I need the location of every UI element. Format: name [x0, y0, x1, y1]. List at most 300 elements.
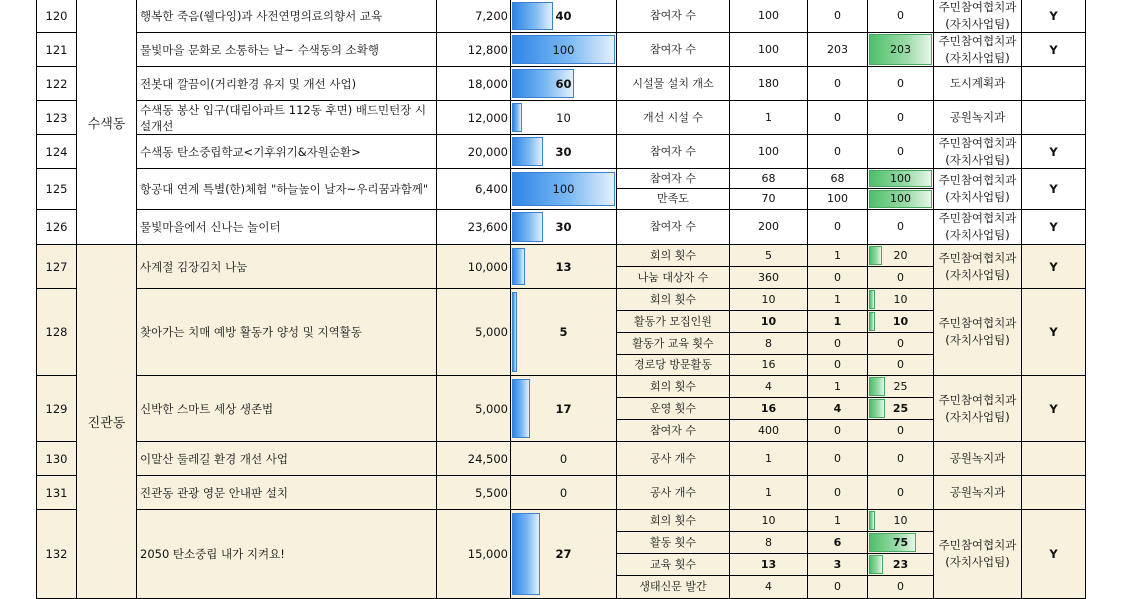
department-text: 도시계획과: [949, 76, 1006, 90]
metric-rate-text: 0: [897, 76, 904, 90]
metric-rate-text: 10: [893, 513, 908, 527]
metric-rate: [868, 67, 934, 101]
progress-value: 100: [552, 42, 575, 57]
metric-actual-text: 0: [834, 485, 841, 499]
metric-label-text: 공사 개수: [649, 451, 696, 465]
metric-target: [730, 376, 808, 398]
row-number-text: 129: [45, 401, 68, 416]
metric-rate: [868, 135, 934, 169]
budget: [437, 442, 511, 476]
metric-rate-text: 75: [892, 535, 909, 549]
metric-label: [617, 67, 730, 101]
row-number: [37, 101, 77, 135]
budget-text: 18,000: [467, 76, 508, 91]
metric-rate-text: 100: [890, 171, 911, 185]
budget: [437, 476, 511, 510]
metric-rate: [868, 420, 934, 442]
metric-actual-text: 0: [834, 358, 841, 371]
project-name-text: 물빛마을에서 신나는 놀이터: [140, 220, 281, 234]
metric-rate-text: 0: [897, 580, 904, 593]
metric-label-text: 생태신문 발간: [639, 580, 707, 593]
progress-value: 27: [555, 547, 572, 561]
row-number: [37, 67, 77, 101]
project-name-text: 찾아가는 치매 예방 활동가 양성 및 지역활동: [140, 325, 362, 339]
metric-target-text: 100: [758, 9, 779, 22]
row-number-text: 126: [45, 220, 68, 234]
metric-target-text: 10: [760, 314, 777, 328]
metric-label: [617, 355, 730, 376]
metric-label-text: 활동가 교육 횟수: [632, 336, 714, 350]
project-name: [137, 245, 437, 289]
metric-rate-text: 0: [897, 220, 904, 233]
department: [934, 210, 1022, 245]
department-text: 주민참여협치과 (자치사업팀): [938, 392, 1017, 424]
metric-actual: [808, 210, 868, 245]
row-number-text: 124: [45, 144, 68, 159]
metric-actual: [808, 476, 868, 510]
row-number: [37, 210, 77, 245]
flag-text: Y: [1049, 325, 1058, 339]
flag-text: Y: [1049, 259, 1058, 274]
metric-target: [730, 267, 808, 289]
department-text: 공원녹지과: [949, 110, 1006, 124]
row-number: [37, 289, 77, 376]
metric-actual: [808, 135, 868, 169]
flag-text: Y: [1049, 401, 1058, 416]
metric-target: [730, 0, 808, 33]
project-name-text: 전봇대 깔끔이(거리환경 유지 및 개선 사업): [140, 76, 357, 91]
department-text: 주민참여협치과 (자치사업팀): [938, 173, 1017, 204]
metric-rate-text: 0: [897, 270, 904, 284]
project-name-text: 수색동 탄소중립학교<기후위기&자원순환>: [140, 144, 361, 159]
department-text: 공원녹지과: [949, 451, 1006, 465]
metric-actual: [808, 442, 868, 476]
progress-cell: [511, 376, 617, 442]
metric-rate: [868, 0, 934, 33]
progress-value: 5: [559, 325, 568, 339]
project-name-text: 진관동 관광 영문 안내판 설치: [140, 485, 288, 500]
metric-label-text: 시설물 설치 개소: [632, 76, 714, 90]
department-text: 주민참여협치과 (자치사업팀): [938, 211, 1017, 242]
metric-rate: [868, 33, 934, 67]
metric-actual: [808, 510, 868, 532]
metric-label: [617, 476, 730, 510]
metric-actual-text: 0: [834, 423, 841, 437]
project-name: [137, 476, 437, 510]
flag: [1022, 0, 1086, 33]
metric-label: [617, 420, 730, 442]
metric-rate-text: 23: [892, 557, 909, 571]
project-name: [137, 0, 437, 33]
budget-text: 7,200: [475, 9, 508, 23]
metric-rate-text: 0: [897, 485, 904, 499]
metric-rate: [868, 245, 934, 267]
budget-text: 5,000: [475, 401, 508, 416]
metric-label-text: 참여자 수: [649, 42, 696, 56]
metric-actual: [808, 33, 868, 67]
flag: [1022, 245, 1086, 289]
metric-label-text: 교육 횟수: [649, 557, 696, 571]
metric-target-text: 5: [765, 248, 772, 262]
row-number: [37, 169, 77, 210]
metric-target-text: 360: [758, 270, 779, 284]
metric-actual-text: 0: [834, 110, 841, 124]
metric-target-text: 16: [761, 358, 776, 371]
metric-rate-text: 0: [897, 110, 904, 124]
metric-rate: [868, 510, 934, 532]
metric-actual-text: 203: [827, 42, 848, 56]
metric-actual-text: 1: [834, 379, 841, 393]
progress-cell: [511, 33, 617, 67]
row-number-text: 125: [45, 182, 68, 196]
metric-rate: [868, 210, 934, 245]
budget-text: 12,000: [467, 110, 508, 125]
metric-rate: [868, 189, 934, 210]
department: [934, 510, 1022, 599]
metric-actual: [808, 0, 868, 33]
metric-label-text: 참여자 수: [649, 423, 696, 437]
dong-label: 진관동: [87, 416, 126, 431]
metric-actual-text: 6: [833, 535, 842, 549]
metric-target: [730, 420, 808, 442]
metric-rate: [868, 355, 934, 376]
metric-label-text: 회의 횟수: [649, 248, 696, 262]
metric-actual-text: 100: [827, 192, 848, 205]
department: [934, 442, 1022, 476]
metric-rate: [868, 476, 934, 510]
progress-cell: [511, 476, 617, 510]
metric-label: [617, 135, 730, 169]
metric-label: [617, 0, 730, 33]
flag-text: Y: [1049, 182, 1058, 196]
department: [934, 67, 1022, 101]
department-text: 주민참여협치과 (자치사업팀): [938, 135, 1017, 167]
department: [934, 0, 1022, 33]
budget-text: 6,400: [475, 182, 508, 196]
metric-target: [730, 442, 808, 476]
project-name: [137, 67, 437, 101]
metric-target-text: 70: [761, 192, 776, 205]
metric-label-text: 활동 횟수: [649, 535, 696, 549]
budget: [437, 376, 511, 442]
metric-label: [617, 267, 730, 289]
flag: [1022, 67, 1086, 101]
metric-actual: [808, 169, 868, 189]
metric-rate: [868, 169, 934, 189]
progress-value: 0: [559, 451, 568, 466]
progress-value: 30: [555, 144, 572, 159]
budget: [437, 510, 511, 599]
metric-actual: [808, 67, 868, 101]
department: [934, 376, 1022, 442]
progress-cell: [511, 245, 617, 289]
progress-value: 10: [556, 110, 571, 125]
project-name-text: 행복한 죽음(웰다잉)과 사전연명의료의향서 교육: [140, 9, 383, 23]
row-number-text: 128: [45, 325, 68, 339]
row-number-text: 121: [45, 42, 68, 57]
metric-target: [730, 67, 808, 101]
metric-actual-text: 1: [834, 292, 841, 306]
metric-rate-text: 0: [897, 336, 904, 350]
metric-label: [617, 333, 730, 355]
metric-label-text: 참여자 수: [649, 220, 696, 233]
metric-rate-text: 20: [893, 248, 908, 262]
metric-actual-text: 1: [833, 314, 842, 328]
progress-cell: [511, 289, 617, 376]
metric-rate-text: 0: [897, 144, 904, 158]
metric-label: [617, 169, 730, 189]
dong-label: 수색동: [87, 116, 126, 132]
metric-target-text: 400: [758, 423, 779, 437]
metric-rate: [868, 333, 934, 355]
metric-label-text: 나눔 대상자 수: [637, 270, 709, 284]
metric-rate-text: 0: [897, 423, 904, 437]
metric-target-text: 10: [761, 292, 776, 306]
department: [934, 476, 1022, 510]
metric-rate: [868, 442, 934, 476]
metric-target-text: 100: [758, 144, 779, 158]
metric-label-text: 활동가 모집인원: [634, 314, 712, 328]
progress-cell: [511, 135, 617, 169]
project-name-text: 물빛마을 문화로 소통하는 날~ 수색동의 소확행: [140, 42, 379, 57]
metric-target-text: 1: [765, 451, 772, 465]
progress-cell: [511, 0, 617, 33]
row-number: [37, 376, 77, 442]
metric-target-text: 16: [760, 401, 777, 415]
budget-text: 10,000: [467, 259, 508, 274]
metric-target: [730, 576, 808, 599]
budget: [437, 33, 511, 67]
flag: [1022, 101, 1086, 135]
project-name-text: 항공대 연계 특별(한)체험 "하늘높이 날자~우리꿈과함께": [140, 182, 429, 196]
department-text: 공원녹지과: [949, 485, 1006, 499]
metric-target-text: 8: [765, 535, 772, 549]
department: [934, 245, 1022, 289]
metric-rate-text: 203: [890, 42, 911, 56]
metric-label: [617, 289, 730, 311]
metric-actual: [808, 355, 868, 376]
metric-label: [617, 576, 730, 599]
flag-text: Y: [1049, 9, 1058, 23]
metric-actual: [808, 532, 868, 554]
metric-target: [730, 398, 808, 420]
row-number-text: 123: [45, 110, 68, 125]
department: [934, 33, 1022, 67]
metric-rate: [868, 554, 934, 576]
metric-target: [730, 210, 808, 245]
row-number-text: 122: [45, 76, 68, 91]
metric-rate: [868, 311, 934, 333]
row-number: [37, 33, 77, 67]
budget-text: 5,500: [475, 485, 508, 500]
metric-target: [730, 333, 808, 355]
budget: [437, 101, 511, 135]
department: [934, 289, 1022, 376]
metric-actual-text: 1: [834, 513, 841, 527]
budget: [437, 169, 511, 210]
flag-text: Y: [1049, 547, 1058, 561]
metric-actual: [808, 554, 868, 576]
metric-label-text: 회의 횟수: [649, 513, 696, 527]
project-name: [137, 442, 437, 476]
row-number: [37, 245, 77, 289]
metric-rate: [868, 576, 934, 599]
budget: [437, 0, 511, 33]
metric-target-text: 180: [758, 76, 779, 90]
budget: [437, 67, 511, 101]
flag: [1022, 289, 1086, 376]
metric-target: [730, 169, 808, 189]
budget-text: 20,000: [467, 144, 508, 159]
project-name: [137, 210, 437, 245]
metric-label: [617, 311, 730, 333]
project-name: [137, 135, 437, 169]
metric-actual-text: 0: [834, 76, 841, 90]
project-name-text: 수색동 봉산 입구(대림아파트 112동 후면) 배드민턴장 시설개선: [140, 102, 427, 133]
budget-text: 15,000: [467, 547, 508, 561]
metric-rate: [868, 532, 934, 554]
metric-actual-text: 1: [834, 248, 841, 262]
metric-rate: [868, 267, 934, 289]
metric-rate: [868, 101, 934, 135]
project-name-text: 2050 탄소중립 내가 지켜요!: [140, 547, 285, 561]
metric-actual-text: 0: [834, 220, 841, 233]
budget: [437, 245, 511, 289]
department-text: 주민참여협치과 (자치사업팀): [938, 316, 1017, 347]
dong-group-cell: [77, 245, 137, 599]
metric-target-text: 8: [765, 336, 772, 350]
department-text: 주민참여협치과 (자치사업팀): [938, 250, 1017, 282]
metric-actual: [808, 311, 868, 333]
metric-rate-text: 100: [890, 192, 911, 205]
progress-cell: [511, 101, 617, 135]
department-text: 주민참여협치과 (자치사업팀): [938, 0, 1017, 31]
metric-label-text: 회의 횟수: [649, 292, 696, 306]
metric-rate-text: 10: [892, 314, 909, 328]
metric-target: [730, 311, 808, 333]
flag: [1022, 376, 1086, 442]
metric-target: [730, 245, 808, 267]
metric-actual: [808, 245, 868, 267]
progress-value: 30: [555, 220, 572, 234]
metric-target-text: 10: [761, 513, 776, 527]
progress-cell: [511, 169, 617, 210]
metric-label-text: 운영 횟수: [649, 401, 696, 415]
metric-rate-text: 25: [892, 401, 909, 415]
metric-label: [617, 189, 730, 210]
metric-target-text: 200: [758, 220, 779, 233]
department: [934, 169, 1022, 210]
project-name-text: 신박한 스마트 세상 생존법: [140, 401, 274, 416]
row-number: [37, 476, 77, 510]
progress-value: 60: [555, 76, 572, 91]
metric-target: [730, 135, 808, 169]
budget-text: 23,600: [467, 220, 508, 234]
metric-label-text: 경로당 방문활동: [634, 358, 712, 371]
metric-target: [730, 476, 808, 510]
metric-rate: [868, 398, 934, 420]
metric-target: [730, 33, 808, 67]
metric-target-text: 68: [761, 171, 776, 185]
budget: [437, 135, 511, 169]
metric-label-text: 참여자 수: [649, 171, 696, 185]
progress-value: 13: [555, 259, 572, 274]
project-name: [137, 289, 437, 376]
flag: [1022, 442, 1086, 476]
metric-target: [730, 355, 808, 376]
metric-actual-text: 0: [834, 451, 841, 465]
metric-rate-text: 25: [893, 379, 908, 393]
project-name: [137, 101, 437, 135]
progress-cell: [511, 210, 617, 245]
metric-rate-text: 0: [897, 9, 904, 22]
flag-text: Y: [1049, 220, 1058, 234]
progress-cell: [511, 442, 617, 476]
project-name: [137, 169, 437, 210]
metric-label: [617, 376, 730, 398]
project-name-text: 사계절 김장김치 나눔: [140, 259, 248, 274]
metric-actual-text: 0: [834, 580, 841, 593]
metric-target: [730, 510, 808, 532]
metric-target-text: 1: [765, 485, 772, 499]
budget: [437, 289, 511, 376]
department-text: 주민참여협치과 (자치사업팀): [938, 33, 1017, 65]
metric-rate: [868, 376, 934, 398]
metric-label-text: 참여자 수: [649, 144, 696, 158]
metric-actual: [808, 101, 868, 135]
progress-cell: [511, 67, 617, 101]
metric-actual: [808, 398, 868, 420]
metric-label-text: 공사 개수: [649, 485, 696, 499]
metric-actual-text: 0: [834, 336, 841, 350]
metric-label: [617, 210, 730, 245]
budget-text: 24,500: [467, 451, 508, 466]
project-name-text: 이말산 둘레길 환경 개선 사업: [140, 451, 288, 466]
metric-actual: [808, 376, 868, 398]
flag-text: Y: [1049, 144, 1058, 159]
flag: [1022, 510, 1086, 599]
metric-actual: [808, 420, 868, 442]
metric-label: [617, 245, 730, 267]
row-number-text: 132: [45, 547, 68, 561]
department: [934, 135, 1022, 169]
metric-target: [730, 289, 808, 311]
metric-rate: [868, 289, 934, 311]
metric-label: [617, 398, 730, 420]
metric-target: [730, 532, 808, 554]
metric-target-text: 13: [760, 557, 777, 571]
budget-text: 5,000: [475, 325, 508, 339]
progress-value: 0: [559, 485, 568, 500]
department-text: 주민참여협치과 (자치사업팀): [938, 538, 1017, 569]
row-number-text: 130: [45, 451, 68, 466]
metric-actual: [808, 333, 868, 355]
flag: [1022, 135, 1086, 169]
project-name: [137, 510, 437, 599]
metric-label-text: 참여자 수: [649, 9, 696, 22]
metric-target: [730, 554, 808, 576]
flag: [1022, 210, 1086, 245]
flag: [1022, 169, 1086, 210]
metric-label-text: 개선 시설 수: [642, 110, 704, 124]
metric-label: [617, 442, 730, 476]
department: [934, 101, 1022, 135]
metric-label: [617, 532, 730, 554]
metric-label-text: 만족도: [657, 192, 689, 205]
metric-label: [617, 554, 730, 576]
metric-rate-text: 10: [893, 292, 908, 306]
budget-text: 12,800: [467, 42, 508, 57]
